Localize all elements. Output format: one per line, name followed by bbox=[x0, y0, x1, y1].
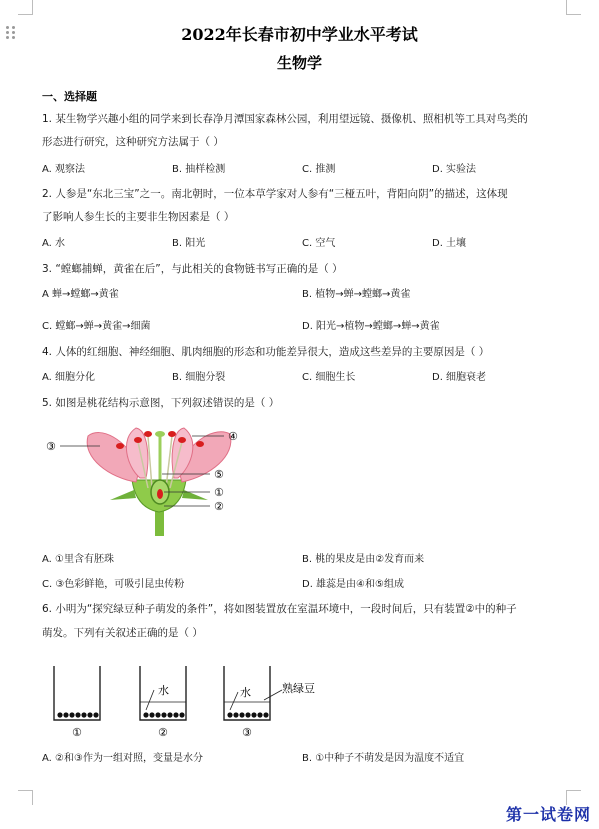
question-3-line-1: 3. “螳螂捕蝉，黄雀在后”，与此相关的食物链书写正确的是（ ） bbox=[42, 263, 343, 275]
beaker-2 bbox=[140, 666, 186, 720]
exam-subject: 生物学 bbox=[276, 54, 322, 72]
cooked-bean-label: 熟绿豆 bbox=[282, 682, 315, 695]
ovule bbox=[157, 489, 163, 499]
question-2-line-1: 2. 人参是“东北三宝”之一。南北朝时，一位本草学家对人参有“三桠五叶，背阳向阴”的描述，这体现 bbox=[42, 188, 508, 200]
exam-title: 2022年长春市初中学业水平考试 bbox=[181, 25, 418, 44]
question-1-option-b: B. 抽样检测 bbox=[172, 164, 226, 175]
label-5: ⑤ bbox=[214, 468, 224, 481]
question-4-option-c: C. 细胞生长 bbox=[302, 372, 356, 383]
question-6-line-1: 6. 小明为“探究绿豆种子萌发的条件”，将如图装置放在室温环境中，一段时间后，只有装置②中的种子 bbox=[42, 603, 517, 615]
question-2-option-b: B. 阳光 bbox=[172, 238, 206, 249]
stigma bbox=[155, 431, 165, 437]
water-label-beaker-2: 水 bbox=[158, 684, 169, 697]
question-2-option-c: C. 空气 bbox=[302, 238, 336, 249]
sepal-right bbox=[182, 490, 208, 500]
question-2-line-2: 了影响人参生长的主要非生物因素是（ ） bbox=[42, 211, 235, 223]
question-6-option-a: A. ②和③作为一组对照，变量是水分 bbox=[42, 753, 203, 764]
question-5-option-c: C. ③色彩鲜艳，可吸引昆虫传粉 bbox=[42, 579, 185, 590]
beaker-label-3: ③ bbox=[242, 726, 252, 739]
question-1-line-2: 形态进行研究，这种研究方法属于（ ） bbox=[42, 136, 224, 148]
question-2-option-a: A. 水 bbox=[42, 238, 66, 249]
question-5-option-d: D. 雄蕊是由④和⑤组成 bbox=[302, 579, 404, 590]
question-4-option-b: B. 细胞分裂 bbox=[172, 372, 226, 383]
water-label-beaker-3: 水 bbox=[240, 686, 251, 699]
corner-mark-top-left bbox=[18, 0, 33, 15]
beaker-1 bbox=[54, 666, 100, 720]
peach-flower-diagram bbox=[40, 418, 260, 536]
sepal-left bbox=[110, 490, 136, 500]
beaker-label-2: ② bbox=[158, 726, 168, 739]
seeds-beaker-1 bbox=[57, 712, 98, 717]
question-6-line-2: 萌发。下列有关叙述正确的是（ ） bbox=[42, 627, 203, 639]
corner-mark-top-right bbox=[566, 0, 581, 15]
question-6-option-b: B. ①中种子不萌发是因为温度不适宜 bbox=[302, 753, 465, 764]
question-4-line-1: 4. 人体的红细胞、神经细胞、肌肉细胞的形态和功能差异很大，造成这些差异的主要原因是（ ） bbox=[42, 346, 490, 358]
question-1-line-1: 1. 某生物学兴趣小组的同学来到长春净月潭国家森林公园，利用望远镜、摄像机、照相机等工具对鸟类的 bbox=[42, 113, 528, 125]
question-5-option-b: B. 桃的果皮是由②发育而来 bbox=[302, 554, 425, 565]
section-heading: 一、选择题 bbox=[42, 90, 97, 103]
label-3: ③ bbox=[46, 440, 56, 453]
question-1-option-d: D. 实验法 bbox=[432, 164, 477, 175]
beaker-label-1: ① bbox=[72, 726, 82, 739]
mung-bean-beakers-diagram bbox=[42, 660, 372, 742]
question-5-line-1: 5. 如图是桃花结构示意图，下列叙述错误的是（ ） bbox=[42, 397, 280, 409]
question-3-option-b: B. 植物→蝉→螳螂→黄雀 bbox=[302, 289, 411, 300]
question-4-option-d: D. 细胞衰老 bbox=[432, 372, 487, 383]
question-1-option-a: A. 观察法 bbox=[42, 164, 86, 175]
seeds-beaker-2 bbox=[143, 712, 184, 717]
question-3-option-a: A 蝉→螳螂→黄雀 bbox=[42, 289, 119, 300]
label-1: ① bbox=[214, 486, 224, 499]
seeds-beaker-3 bbox=[227, 712, 268, 717]
question-4-option-a: A. 细胞分化 bbox=[42, 372, 96, 383]
question-1-option-c: C. 推测 bbox=[302, 164, 336, 175]
beaker-3 bbox=[224, 666, 315, 720]
question-3-option-c: C. 螳螂→蝉→黄雀→细菌 bbox=[42, 321, 151, 332]
question-2-option-d: D. 土壤 bbox=[432, 238, 467, 249]
label-4: ④ bbox=[228, 430, 238, 443]
watermark-text: 第一试卷网 bbox=[505, 805, 591, 824]
label-2: ② bbox=[214, 500, 224, 513]
question-5-option-a: A. ①里含有胚珠 bbox=[42, 554, 114, 565]
question-3-option-d: D. 阳光→植物→螳螂→蝉→黄雀 bbox=[302, 321, 440, 332]
corner-mark-bottom-left bbox=[18, 790, 33, 805]
